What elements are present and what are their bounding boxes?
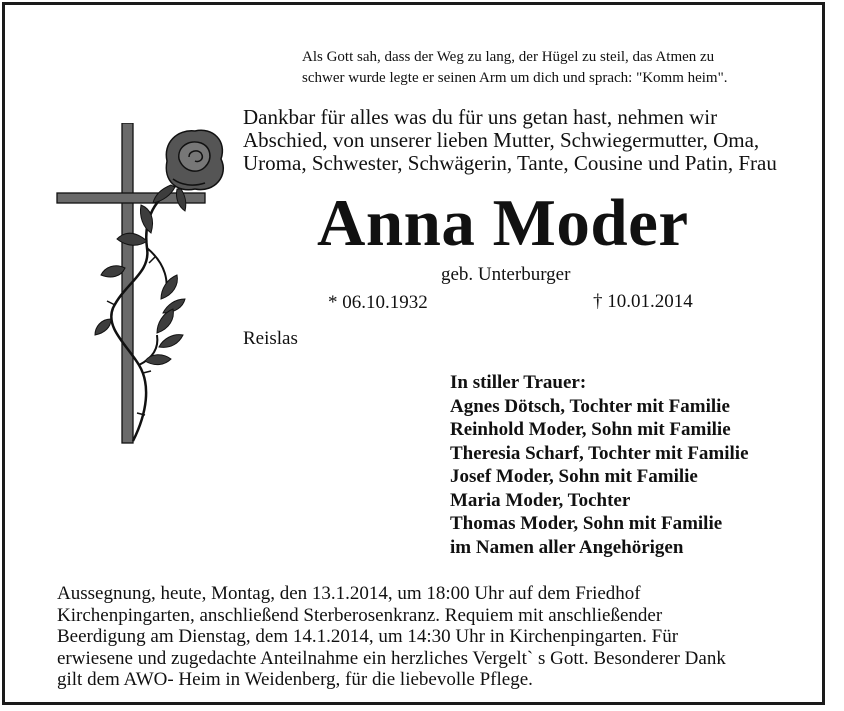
- mourner-line: Maria Moder, Tochter: [450, 489, 631, 511]
- birth-name: geb. Unterburger: [441, 264, 571, 285]
- notice-line: Aussegnung, heute, Montag, den 13.1.2014, um 18:00 Uhr auf dem Friedhof: [57, 583, 641, 604]
- mourner-line: Josef Moder, Sohn mit Familie: [450, 466, 698, 487]
- notice-line: Beerdigung am Dienstag, dem 14.1.2014, um 14:30 Uhr in Kirchenpingarten. Für: [57, 626, 679, 647]
- mourner-line: Reinhold Moder, Sohn mit Familie: [450, 419, 731, 440]
- funeral-notice: [57, 583, 817, 691]
- intro-line: Uroma, Schwester, Schwägerin, Tante, Cousine und Patin, Frau: [243, 151, 777, 175]
- death-date: † 10.01.2014: [593, 291, 693, 312]
- quote-line: schwer wurde legte er seinen Arm um dich und sprach: "Komm heim".: [302, 70, 728, 86]
- birth-date: * 06.10.1932: [328, 292, 428, 313]
- opening-quote: [302, 47, 802, 89]
- mourner-line: im Namen aller Angehörigen: [450, 536, 684, 558]
- mourner-line: Theresia Scharf, Tochter mit Familie: [450, 442, 749, 464]
- intro-text: [243, 106, 813, 175]
- mourner-line: Thomas Moder, Sohn mit Familie: [450, 513, 723, 534]
- mourners-heading: In stiller Trauer:: [450, 372, 587, 393]
- notice-line: gilt dem AWO- Heim in Weidenberg, für die liebevolle Pflege.: [57, 669, 533, 690]
- mourner-line: Agnes Dötsch, Tochter mit Familie: [450, 395, 730, 417]
- place-of-residence: Reislas: [243, 328, 298, 349]
- quote-line: Als Gott sah, dass der Weg zu lang, der Hügel zu steil, das Atmen zu: [302, 49, 715, 65]
- notice-line: erwiesene und zugedachte Anteilnahme ein herzliches Vergelt` s Gott. Besonderer Dank: [57, 647, 726, 669]
- cross-with-rose-icon: [55, 123, 245, 463]
- deceased-name: Anna Moder: [317, 186, 689, 260]
- obituary-frame: [2, 2, 825, 705]
- intro-line: Abschied, von unserer lieben Mutter, Schwiegermutter, Oma,: [243, 128, 760, 152]
- mourners-list: [450, 371, 749, 559]
- intro-line: Dankbar für alles was du für uns getan hast, nehmen wir: [243, 105, 718, 129]
- notice-line: Kirchenpingarten, anschließend Sterberosenkranz. Requiem mit anschließender: [57, 604, 663, 626]
